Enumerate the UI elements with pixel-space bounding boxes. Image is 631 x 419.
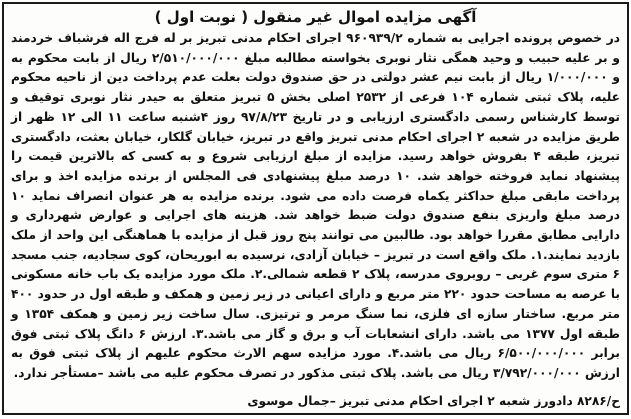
notice-signature: ح/۸۲۸۶ دادورز شعبه ۲ اجرای احکام مدنی تبریز –جمال موسوی (247, 394, 620, 408)
notice-body: در خصوص پرونده اجرایی به شماره ۹۶۰۹۳۹/۲ اجرای احکام مدنی تبریز بر له فرج اله فرشباف خردمند و بر علیه حبیب و وحید همگی نثار نوبری بخواسته مطالبه مبلغ ۲/۵۱۰/۰۰۰/۰۰۰ ریال از بابت محکوم به و ۱/۰۰۰/۰۰۰ ریال از بابت نیم عشر دولتی در حق صندوق دولت بعلت عدم پرداخت دین از ناحیه محکوم علیه، پلاک ثبتی شماره ۱۰۴ فرعی از ۲۵۳۲ اصلی بخش ۵ تبریز متعلق به حیدر نثار نوبری توقیف و توسط کارشناس رسمی دادگستری ارزیابی و در تاریخ ۹۷/۸/۲۳ روز ۴شنبه ساعت ۱۱ الی ۱۲ ظهر از طریق مزایده در شعبه ۲ اجرای احکام مدنی تبریز واقع در تبریز، خیابان گلکار، خیابان بعثت، دادگستری تبریز، طبقه ۴ بفروش خواهد رسید. مزایده از مبلغ ارزیابی شروع و به کسی که بالاترین قیمت را پیشنهاد نماید فروخته خواهد شد. ۱۰ درصد مبلغ پیشنهادی فی المجلس از برنده مزایده اخذ و برای پرداخت مابقی مبلغ حداکثر یکماه فرصت داده می شود. برنده مزایده به هر عنوان انصراف نماید ۱۰ درصد مبلغ واریزی بنفع صندوق دولت ضبط خواهد شد. هزینه های اجرایی و عوارض شهرداری و دارایی مطابق مقررا خواهد بود. طالبین می توانند پنج روز قبل از مزایده با هماهنگی این واحد از ملک بازدید نمایند.۱. ملک واقع است در تبریز – خیابان آزادی، نرسیده به ابوریحان، کوی سجادیه، جنب مسجد ۶ متری سوم غربی – روبروی مدرسه، پلاک ۲ قطعه شمالی.۲. ملک مورد مزایده یک باب خانه مسکونی با عرصه به مساحت حدود ۲۲۰ متر مربع و دارای اعیانی در زیر زمین و همکف و طبقه اول در حدود ۴۰۰ متر مربع. ساختار سازه ای فلزی، نما سنگ مرمر و ترتیزی. سال ساخت زیر زمین و همکف ۱۳۵۴ و طبقه اول ۱۳۷۷ می باشد. دارای انشعابات آب و برق و گاز می باشد.۳. ارزش ۶ دانگ پلاک ثبتی فوق برابر ۶/۵۰۰/۰۰۰/۰۰۰ ریال می باشد.۴. مورد مزایده سهم الارث محکوم علیهم از پلاک ثبتی فوق به ارزش ۳/۷۹۲/۰۰۰/۰۰۰ ریال می باشد. پلاک ثبتی مذکور در تصرف محکوم علیه می باشد –مستأجر ندارد. (11, 31, 621, 380)
notice-title: آگهی مزایده اموال غیر منقول ( نوبت اول ) (154, 8, 477, 26)
auction-notice (2, 2, 629, 415)
